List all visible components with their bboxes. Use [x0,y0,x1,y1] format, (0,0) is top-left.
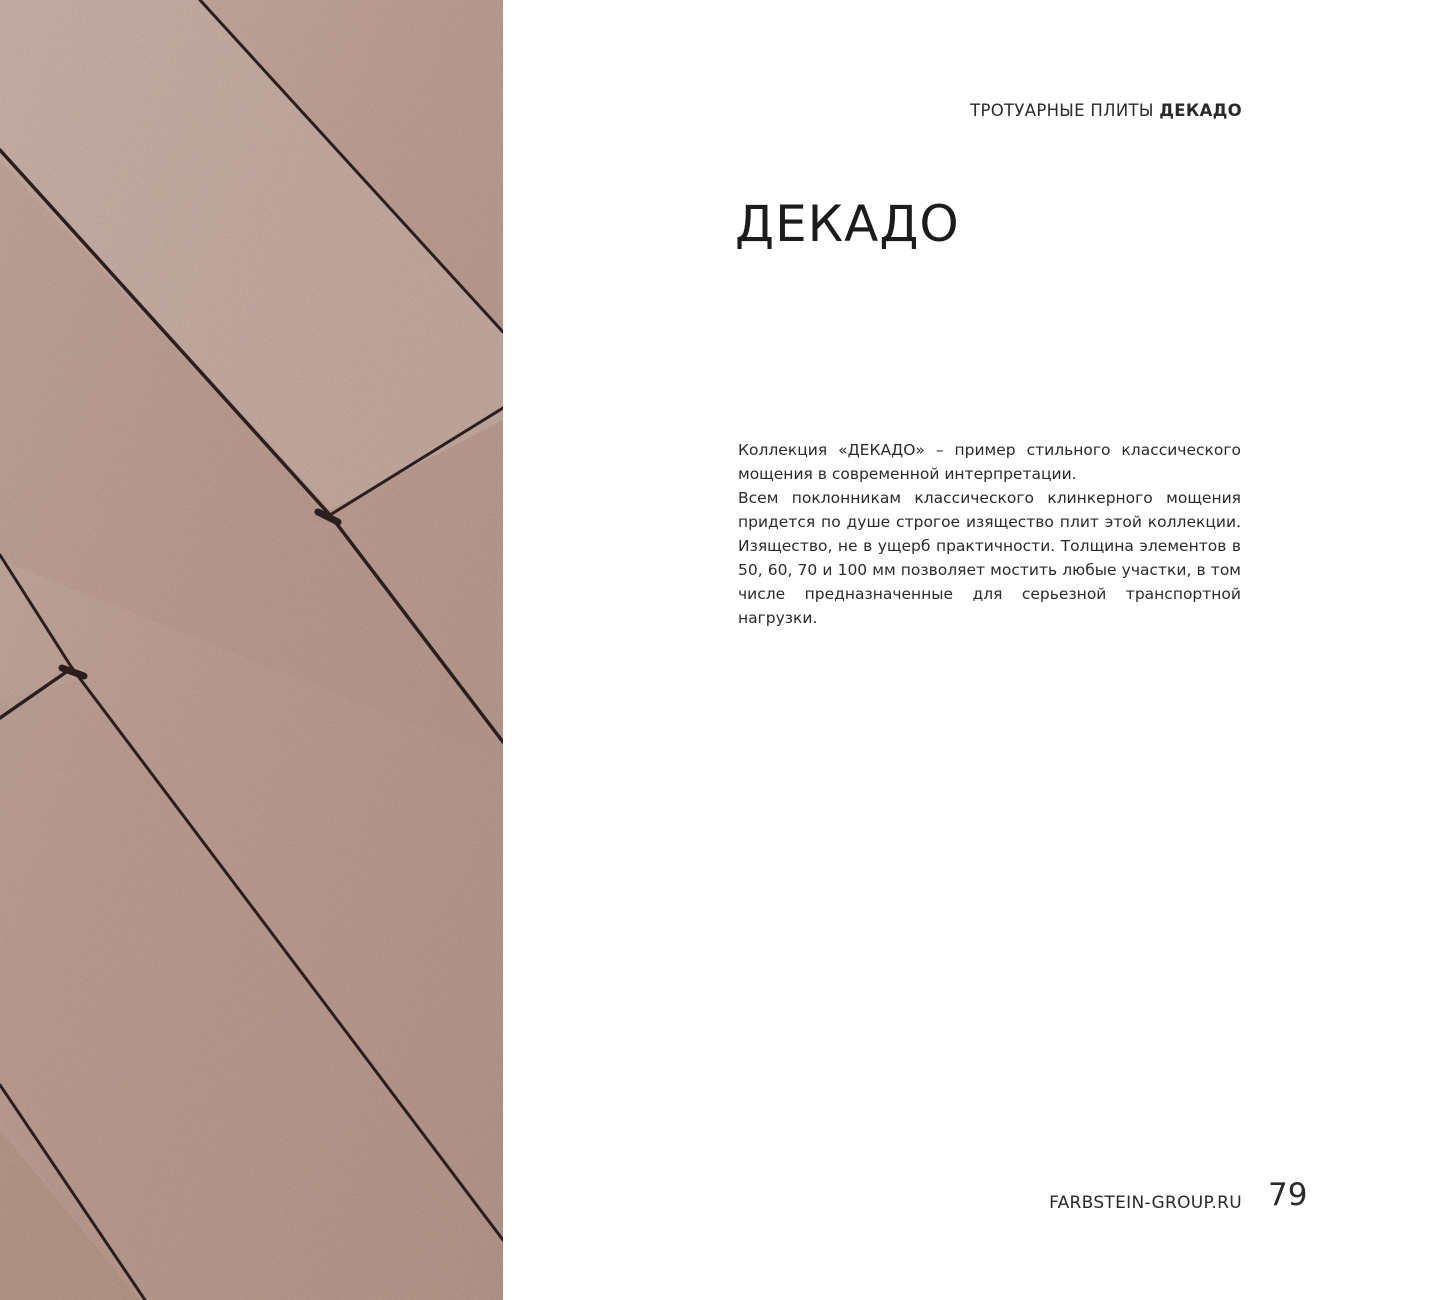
page-number: 79 [1268,1177,1308,1213]
section-header-prefix: ТРОТУАРНЫЕ ПЛИТЫ [970,101,1154,120]
section-header [970,101,1242,120]
page-title: ДЕКАДО [735,195,960,253]
section-header-name: ДЕКАДО [1159,101,1242,120]
website-link[interactable]: FARBSTEIN-GROUP.RU [1049,1193,1242,1213]
paving-stone-image [0,0,503,1300]
paving-photo [0,0,503,1300]
description-paragraph-1: Коллекция «ДЕКАДО» – пример стильного классического мощения в современной интерпретации. [738,441,1241,483]
description-paragraph-2: Всем поклонникам классического клинкерного мощения придется по душе строгое изящество плит этой коллекции. Изящество, не в ущерб практичности. Толщина элементов в 50, 60, 70 и 100 мм позволяет мостить любые участки, в том числе предназначенные для серьезной транспортной нагрузки. [738,489,1241,627]
description [738,438,1241,630]
